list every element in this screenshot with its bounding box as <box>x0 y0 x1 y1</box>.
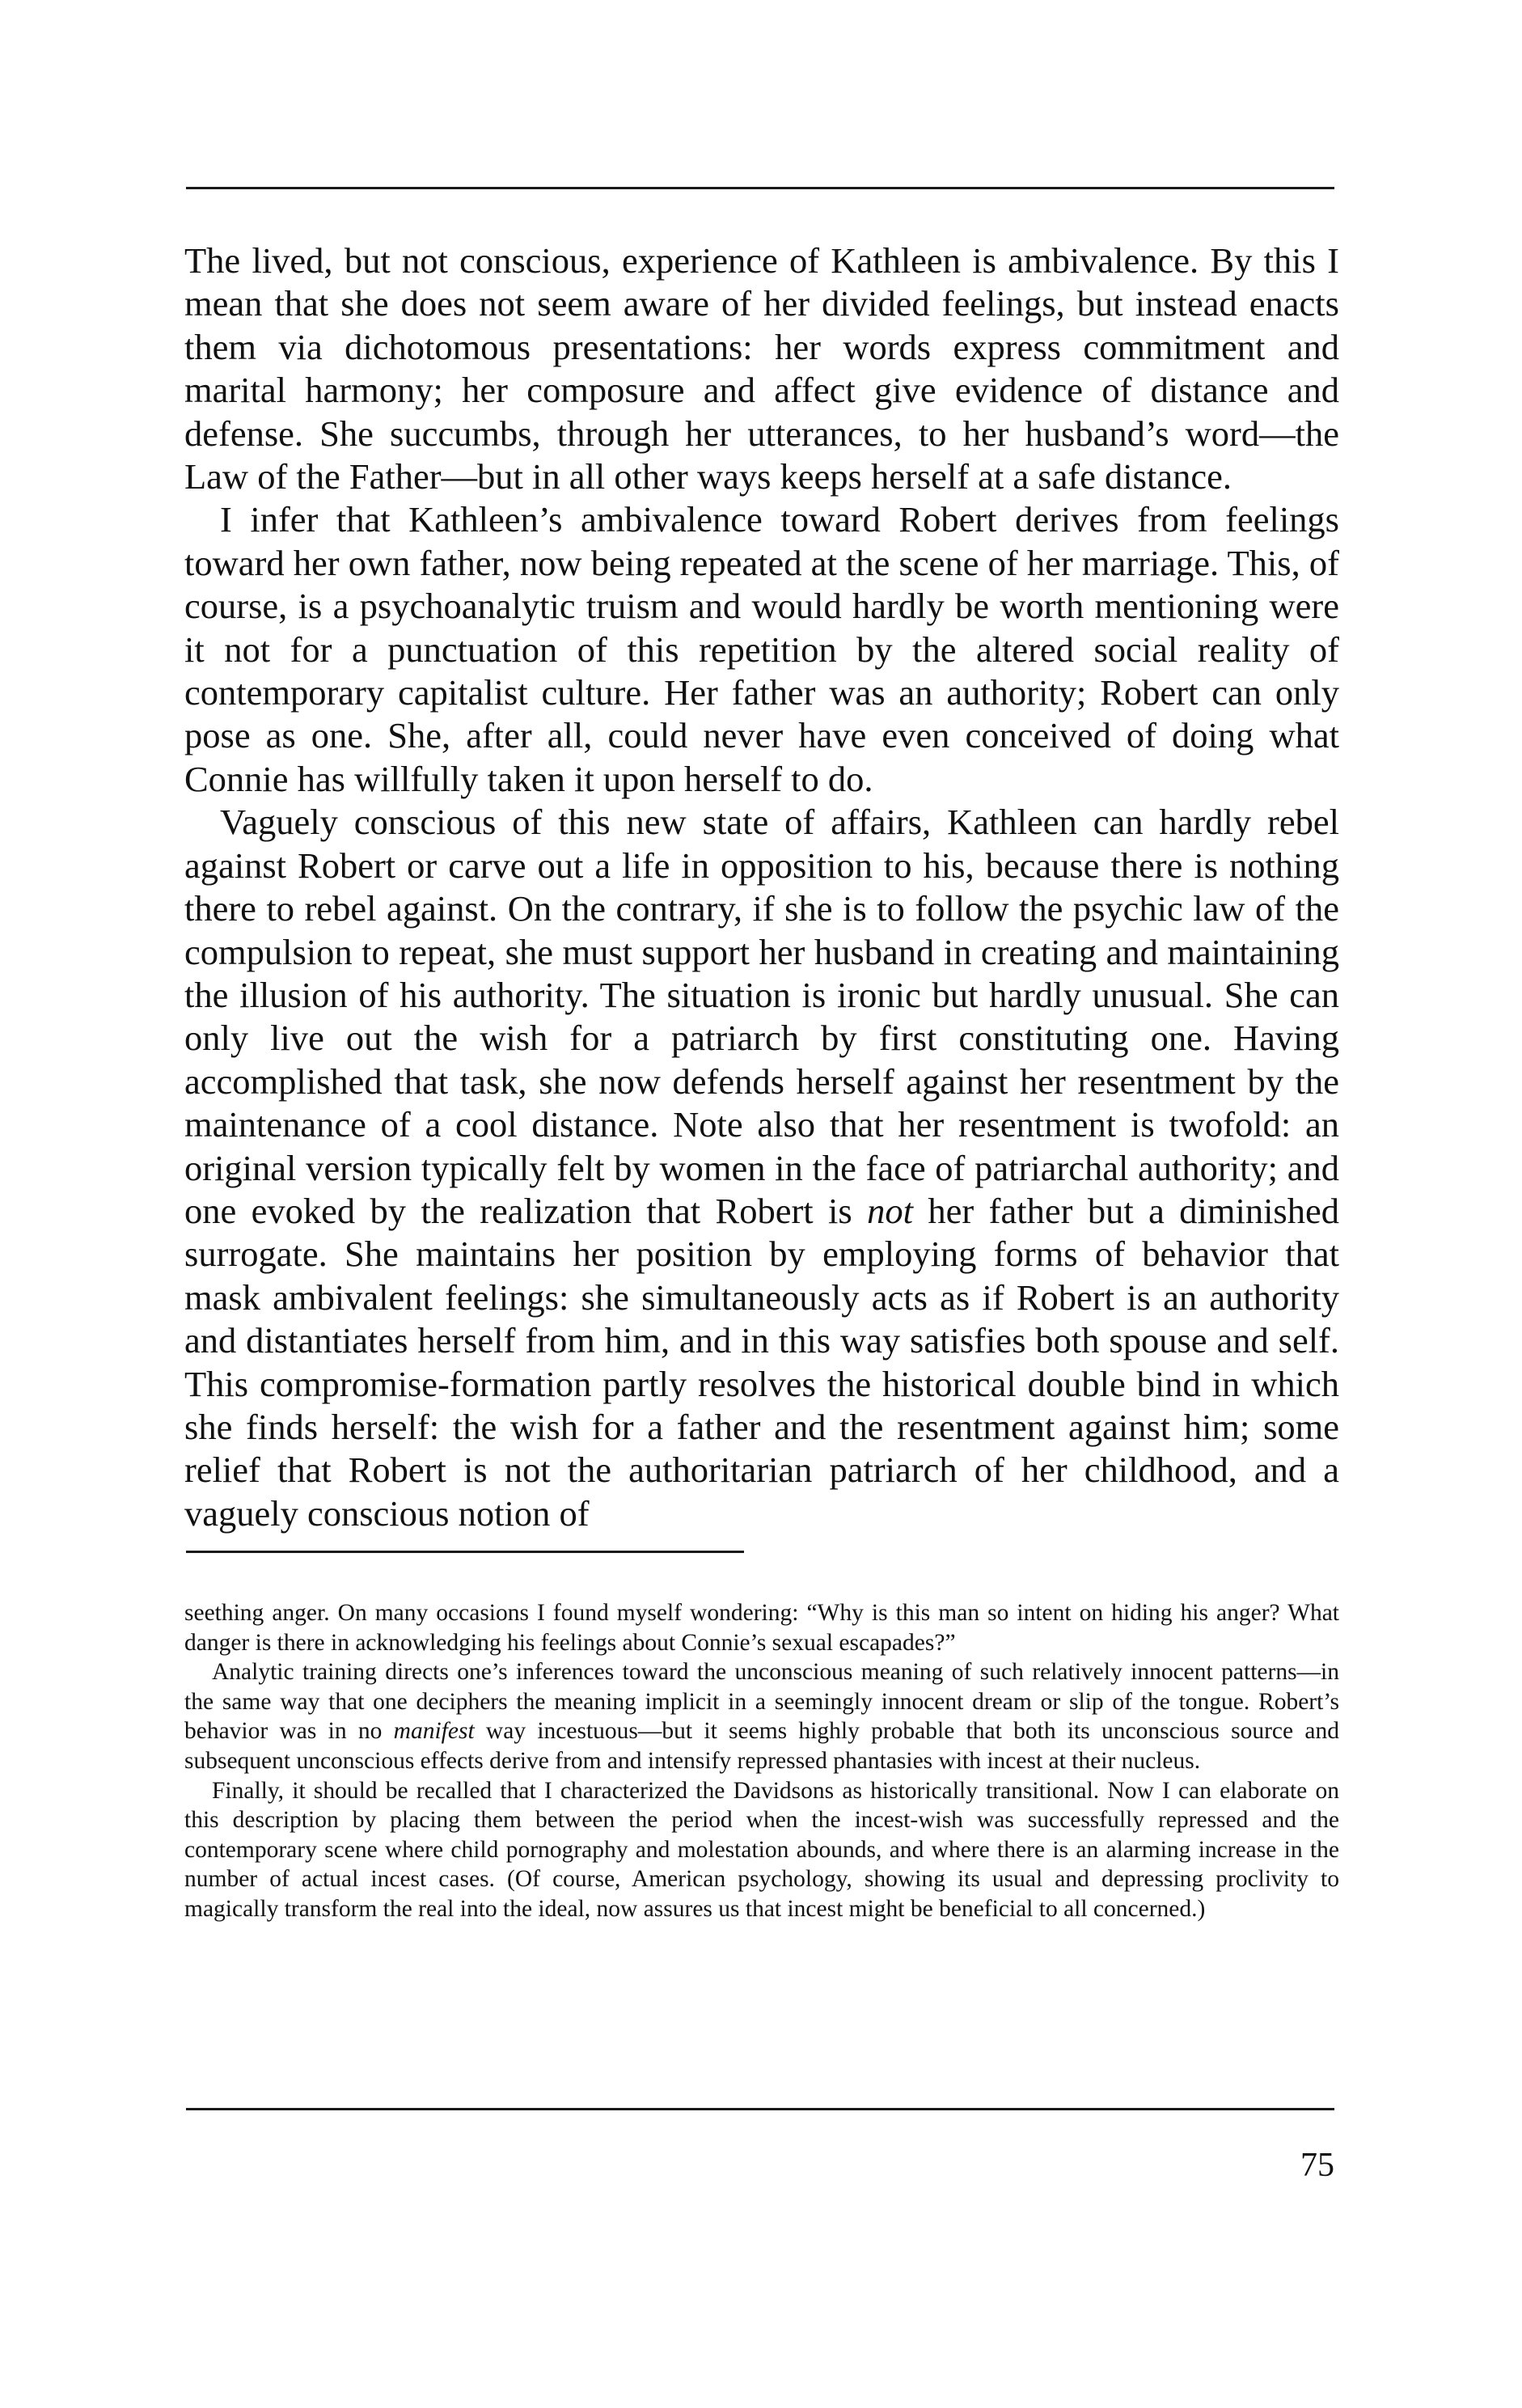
bottom-rule <box>186 2108 1334 2110</box>
footnote-paragraph-finally: Finally, it should be recalled that I characterized the Davidsons as historically transitional. Now I can elaborate on this description by placing them between the period when the incest-wish was successfully repressed and the contemporary scene where child pornography and molestation abounds, and where there is an alarming increase in the number of actual incest cases. (Of course, American psychology, showing its usual and depressing proclivity to magically transform the real into the ideal, now assures us that incest might be beneficial to all concerned.) <box>184 1777 1339 1922</box>
footnotes <box>184 1598 1339 1924</box>
footnote-part-2: way incestuous—but it seems highly probable that both its unconscious source and subsequent unconscious effects derive from and intensify repressed phantasies with incest at their nucleus. <box>184 1718 1340 1774</box>
page-number: 75 <box>1300 2147 1334 2184</box>
footnote-separator <box>186 1551 744 1553</box>
footnote-part-1: Analytic training directs one’s inferences toward the unconscious meaning of such relatively innocent patterns—in the same way that one deciphers the meaning implicit in a seemingly innocent dream or slip of the tongue. Robert’s behavior was in no <box>184 1659 1339 1745</box>
emphasis-manifest: manifest <box>393 1718 475 1745</box>
paragraph-2: I infer that Kathleen’s ambivalence toward Robert derives from feelings toward her own father, now being repeated at the scene of her marriage. This, of course, is a psychoanalytic truism and would hardly be worth mentioning were it not for a punctuation of this repetition by the altered social reality of contemporary capitalist culture. Her father was an authority; Robert can only pose as one. She, after all, could never have even conceived of doing what Connie has willfully taken it upon herself to do. <box>184 499 1339 799</box>
emphasis-not: not <box>867 1190 914 1231</box>
top-rule <box>186 187 1334 189</box>
paragraph-3-part-2: her father but a diminished surrogate. She maintains her position by employing forms of behavior that mask ambivalent feelings: she simultaneously acts as if Robert is an authority and distantiates herself from him, and in this way satisfies both spouse and self. This compromise-formation partly resolves the historical double bind in which she finds herself: the wish for a father and the resentment against him; some relief that Robert is not the authoritarian patriarch of her childhood, and a vaguely conscious notion of <box>184 1190 1340 1534</box>
paragraph-3-part-1: Vaguely conscious of this new state of affairs, Kathleen can hardly rebel against Robert or carve out a life in opposition to his, because there is nothing there to rebel against. On the contrary, if she is to follow the psychic law of the compulsion to repeat, she must support her husband in creating and maintaining the illusion of his authority. The situation is ironic but hardly unusual. She can only live out the wish for a patriarch by first constituting one. Having accomplished that task, she now defends herself against her resentment by the maintenance of a cool distance. Note also that her resentment is twofold: an original version typically felt by women in the face of patriarchal authority; and one evoked by the realization that Robert is <box>184 802 1339 1231</box>
footnote-paragraph-analytic-training <box>184 1657 1339 1775</box>
paragraph-3 <box>184 801 1339 1535</box>
footnote-continuation: seething anger. On many occasions I found myself wondering: “Why is this man so intent on hiding his anger? What danger is there in acknowledging his feelings about Connie’s sexual escapades?” <box>184 1600 1339 1656</box>
main-text <box>184 239 1339 1535</box>
paragraph-1: The lived, but not conscious, experience of Kathleen is ambivalence. By this I mean that she does not seem aware of her divided feelings, but instead enacts them via dichotomous presentations: her words express commitment and marital harmony; her composure and affect give evidence of distance and defense. She succumbs, through her utterances, to her husband’s word—the Law of the Father—but in all other ways keeps herself at a safe distance. <box>184 240 1339 497</box>
